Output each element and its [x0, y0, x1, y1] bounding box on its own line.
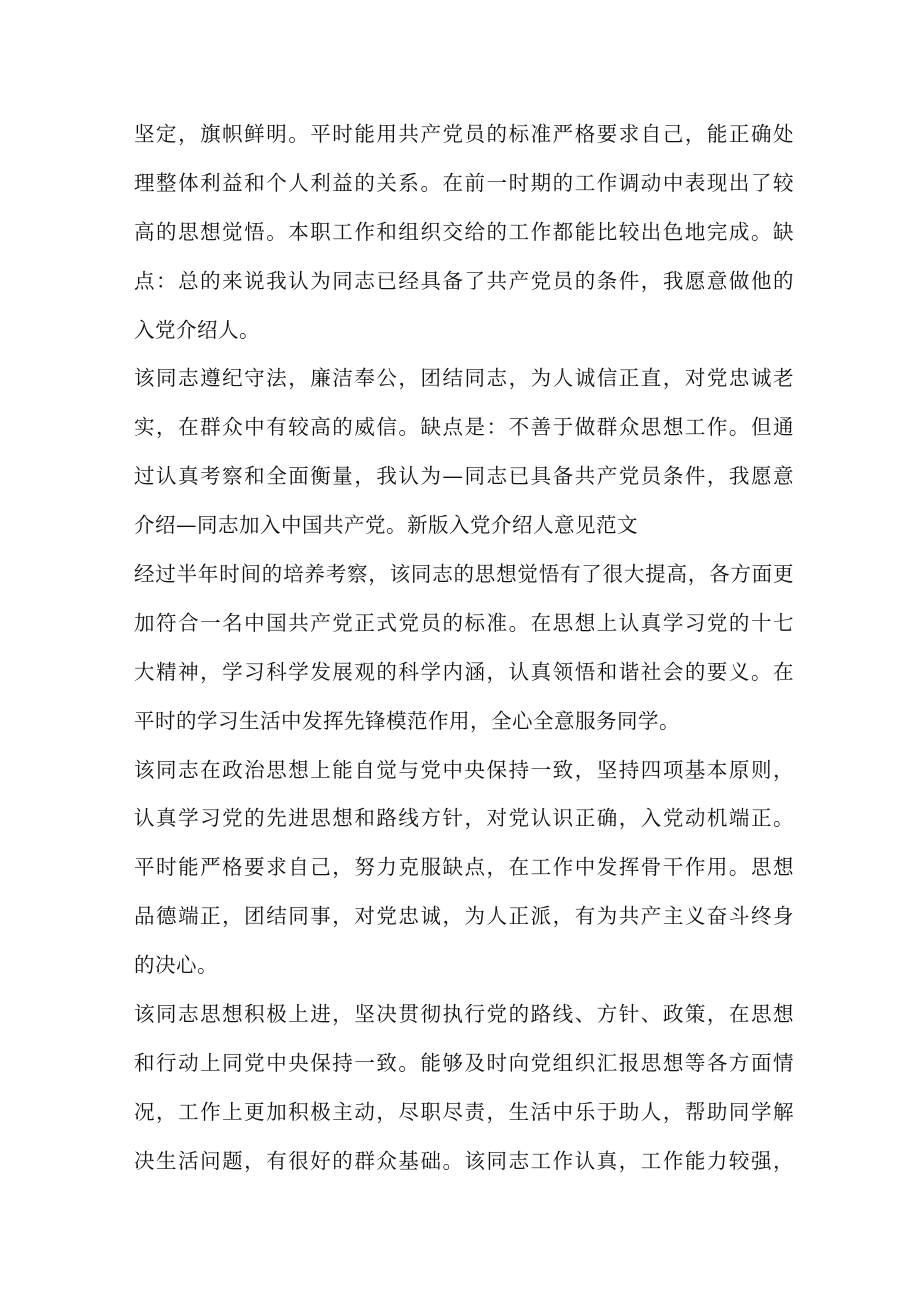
text-line: 决生活问题，有很好的群众基础。该同志工作认真，工作能力较强， [134, 1148, 794, 1173]
text-line: 理整体利益和个人利益的关系。在前一时期的工作调动中表现出了较 [134, 170, 794, 195]
text-line: 认真学习党的先进思想和路线方针，对党认识正确，入党动机端正。 [134, 806, 794, 831]
text-line: 过认真考察和全面衡量，我认为—同志已具备共产党员条件，我愿意 [134, 464, 794, 489]
text-line: 高的思想觉悟。本职工作和组织交给的工作都能比较出色地完成。缺 [134, 219, 794, 244]
document-body [134, 110, 794, 1186]
text-line: 坚定，旗帜鲜明。平时能用共产党员的标准严格要求自己，能正确处 [134, 122, 794, 146]
text-line: 平时能严格要求自己，努力克服缺点，在工作中发挥骨干作用。思想 [134, 855, 794, 880]
text-line: 和行动上同党中央保持一致。能够及时向党组织汇报思想等各方面情 [134, 1050, 794, 1075]
text-line: 介绍—同志加入中国共产党。新版入党介绍人意见范文 [134, 513, 638, 538]
text-line: 的决心。 [134, 953, 218, 978]
text-line: 加符合一名中国共产党正式党员的标准。在思想上认真学习党的十七 [134, 610, 794, 635]
paragraph-3 [134, 550, 794, 746]
paragraph-4 [134, 746, 794, 990]
text-line: 该同志思想积极上进，坚决贯彻执行党的路线、方针、政策，在思想 [134, 1002, 794, 1027]
paragraph-5 [134, 990, 794, 1186]
text-line: 该同志在政治思想上能自觉与党中央保持一致，坚持四项基本原则， [134, 757, 794, 782]
text-line: 经过半年时间的培养考察，该同志的思想觉悟有了很大提高，各方面更 [134, 562, 794, 587]
paragraph-2 [134, 354, 794, 550]
text-line: 平时的学习生活中发挥先锋模范作用，全心全意服务同学。 [134, 708, 680, 733]
text-line: 况，工作上更加积极主动，尽职尽责，生活中乐于助人，帮助同学解 [134, 1099, 794, 1124]
text-line: 入党介绍人。 [134, 317, 260, 342]
text-line: 点：总的来说我认为同志已经具备了共产党员的条件，我愿意做他的 [134, 268, 794, 293]
text-line: 实，在群众中有较高的威信。缺点是：不善于做群众思想工作。但通 [134, 415, 794, 440]
text-line: 品德端正，团结同事，对党忠诚，为人正派，有为共产主义奋斗终身 [134, 904, 794, 929]
paragraph-1 [134, 110, 794, 354]
text-line: 该同志遵纪守法，廉洁奉公，团结同志，为人诚信正直，对党忠诚老 [134, 366, 794, 391]
text-line: 大精神，学习科学发展观的科学内涵，认真领悟和谐社会的要义。在 [134, 659, 794, 684]
